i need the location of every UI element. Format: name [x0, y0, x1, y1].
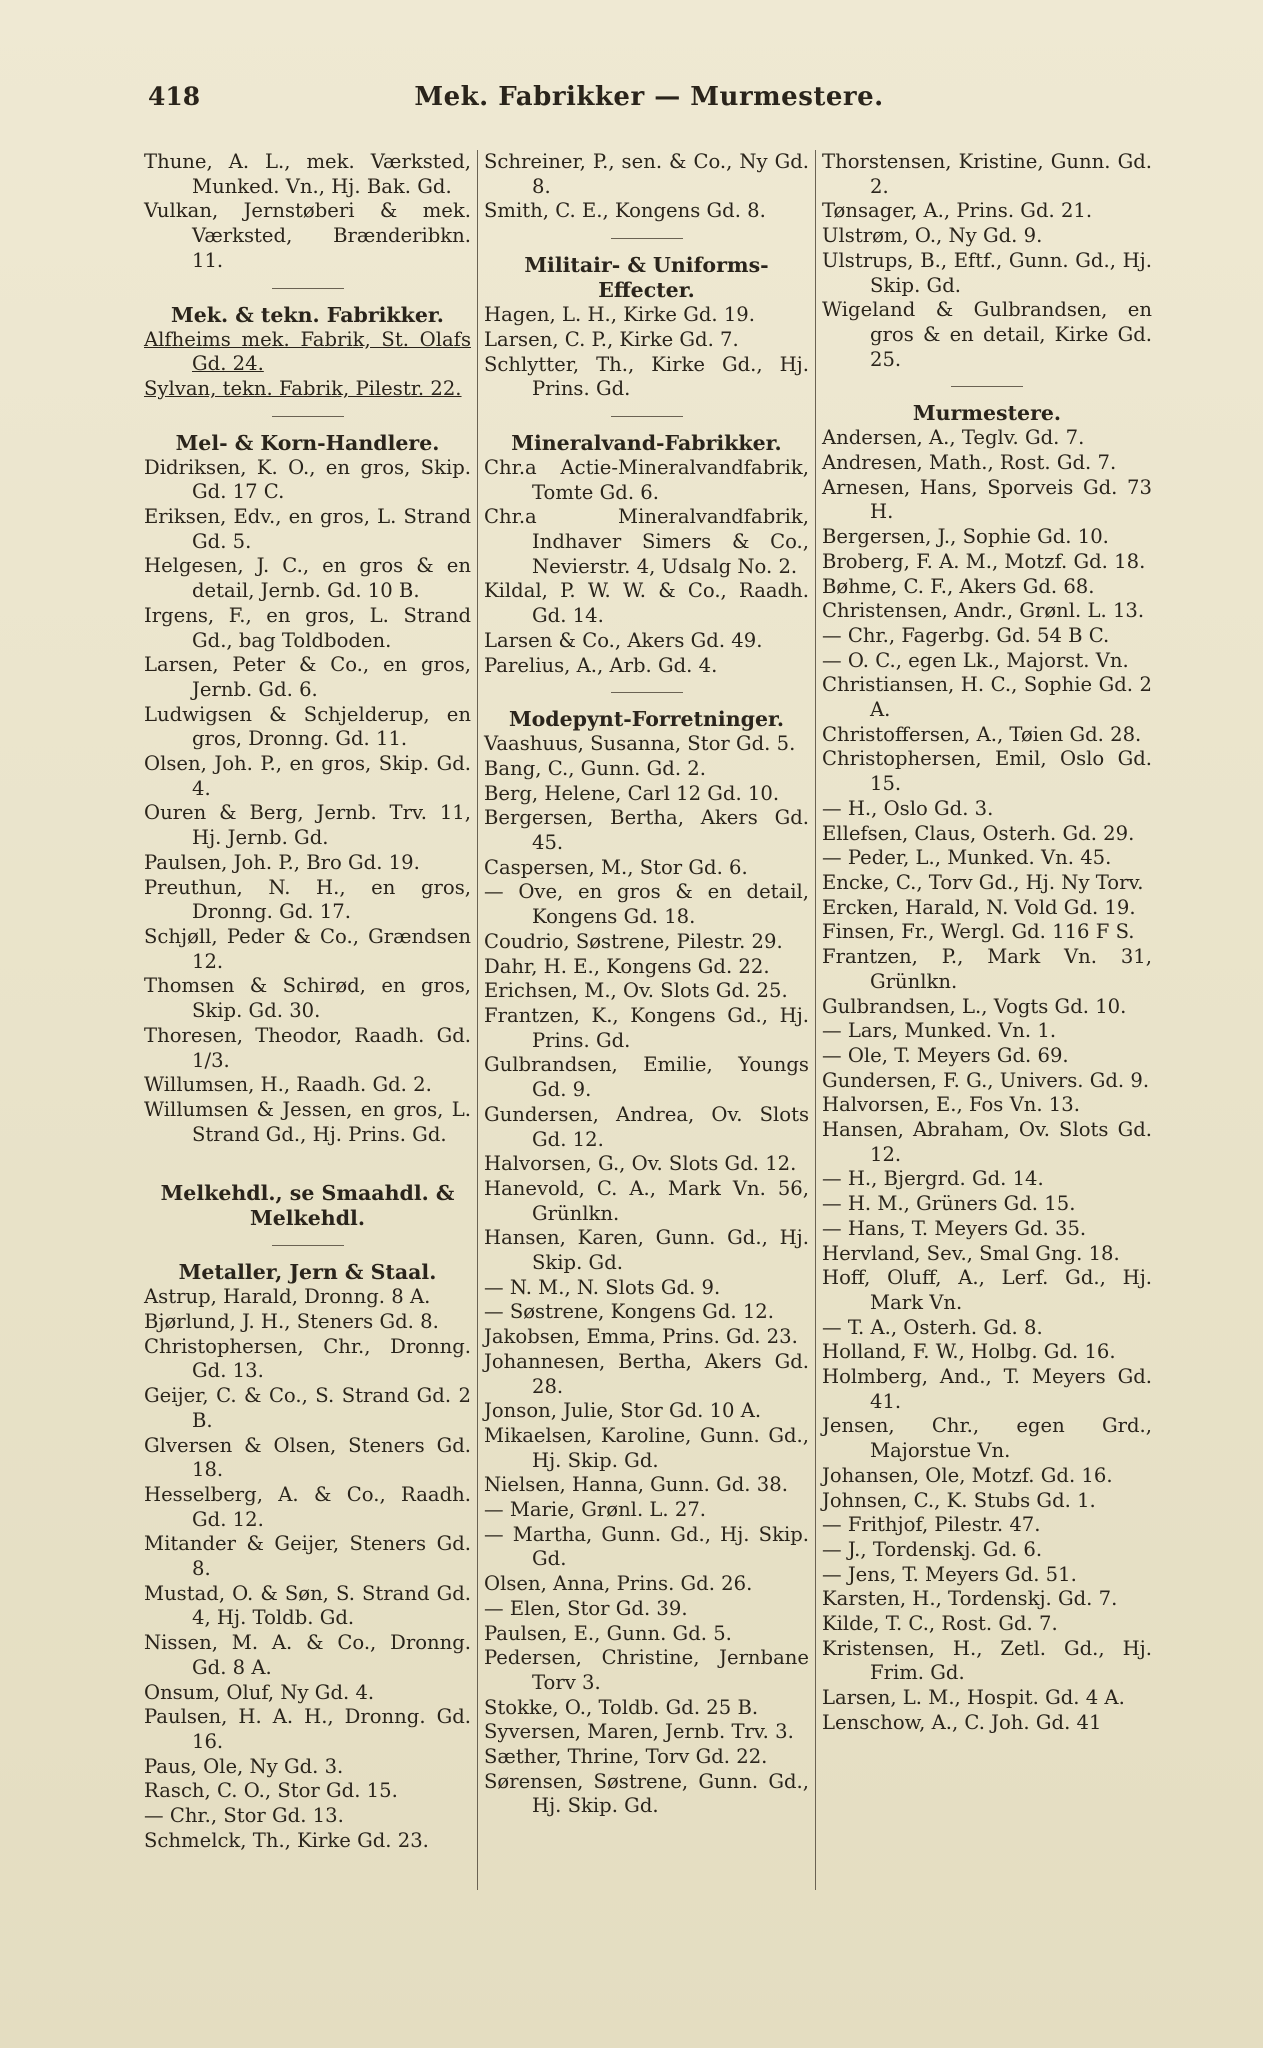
- list-item: — Elen, Stor Gd. 39.: [484, 1596, 688, 1620]
- list-item: Hanevold, C. A., Mark Vn. 56, Grünlkn.: [484, 1176, 809, 1225]
- list-item: Thorstensen, Kristine, Gunn. Gd. 2.: [822, 150, 1152, 198]
- list-item: Karsten, H., Tordenskj. Gd. 7.: [822, 1587, 1118, 1611]
- page-header: [140, 82, 1158, 126]
- list-item: Vaashuus, Susanna, Stor Gd. 5.: [484, 732, 796, 756]
- list-item: Chr.a Actie-Mineralvandfabrik, Tomte Gd. 6.: [484, 455, 809, 504]
- column-3: [816, 150, 1158, 1890]
- list-item: Hesselberg, A. & Co., Raadh. Gd. 12.: [144, 1482, 471, 1531]
- list-item: Willumsen & Jessen, en gros, L. Strand Gd., Hj. Prins. Gd.: [144, 1097, 471, 1146]
- list-item: Paulsen, E., Gunn. Gd. 5.: [484, 1621, 732, 1645]
- list-item: Coudrio, Søstrene, Pilestr. 29.: [484, 929, 783, 953]
- list-item: Tønsager, A., Prins. Gd. 21.: [822, 199, 1093, 223]
- list-item: Geijer, C. & Co., S. Strand Gd. 2 B.: [144, 1384, 471, 1432]
- list-item: Mikaelsen, Karoline, Gunn. Gd., Hj. Skip. Gd.: [484, 1423, 809, 1472]
- list-item: Christophersen, Chr., Dronng. Gd. 13.: [144, 1334, 471, 1383]
- list-item: Paus, Ole, Ny Gd. 3.: [144, 1754, 344, 1778]
- list-item: Halvorsen, G., Ov. Slots Gd. 12.: [484, 1152, 797, 1176]
- list-item: Hansen, Karen, Gunn. Gd., Hj. Skip. Gd.: [484, 1226, 809, 1275]
- list-item: Frantzen, P., Mark Vn. 31, Grünlkn.: [822, 945, 1152, 993]
- list-item: Eriksen, Edv., en gros, L. Strand Gd. 5.: [144, 505, 471, 553]
- list-item: Schreiner, P., sen. & Co., Ny Gd. 8.: [484, 150, 809, 198]
- list-item: Astrup, Harald, Dronng. 8 A.: [144, 1285, 431, 1309]
- list-item: Alfheims mek. Fabrik, St. Olafs Gd. 24.: [144, 327, 471, 376]
- list-item: Willumsen, H., Raadh. Gd. 2.: [144, 1073, 432, 1097]
- list-item: Hansen, Abraham, Ov. Slots Gd. 12.: [822, 1118, 1152, 1166]
- section-heading: Mel- & Korn-Handlere.: [175, 430, 440, 455]
- list-item: Larsen, L. M., Hospit. Gd. 4 A.: [822, 1686, 1125, 1710]
- list-item: Nissen, M. A. & Co., Dronng. Gd. 8 A.: [144, 1631, 471, 1679]
- section-heading: Modepynt-Forretninger.: [508, 707, 785, 732]
- list-item: Gundersen, Andrea, Ov. Slots Gd. 12.: [484, 1102, 809, 1151]
- list-item: Olsen, Anna, Prins. Gd. 26.: [484, 1572, 753, 1596]
- list-item: — Peder, L., Munked. Vn. 45.: [822, 846, 1112, 870]
- list-item: Vulkan, Jernstøberi & mek. Værksted, Brænderibkn. 11.: [144, 199, 471, 272]
- list-item: Dahr, H. E., Kongens Gd. 22.: [484, 954, 770, 978]
- list-item: Paulsen, Joh. P., Bro Gd. 19.: [144, 850, 420, 874]
- list-item: Bergersen, Bertha, Akers Gd. 45.: [484, 806, 809, 855]
- list-item: — Søstrene, Kongens Gd. 12.: [484, 1300, 774, 1324]
- list-item: Pedersen, Christine, Jernbane Torv 3.: [484, 1646, 809, 1694]
- list-item: — O. C., egen Lk., Majorst. Vn.: [822, 648, 1129, 672]
- list-item: — J., Tordenskj. Gd. 6.: [822, 1537, 1043, 1561]
- columns: [140, 150, 1158, 1890]
- list-item: Rasch, C. O., Stor Gd. 15.: [144, 1779, 398, 1803]
- list-item: Ludwigsen & Schjelderup, en gros, Dronng. Gd. 11.: [144, 702, 471, 751]
- list-item: Schlytter, Th., Kirke Gd., Hj. Prins. Gd.: [484, 352, 809, 401]
- list-item: Finsen, Fr., Wergl. Gd. 116 F S.: [822, 920, 1135, 944]
- list-item: Preuthun, N. H., en gros, Dronng. Gd. 17.: [144, 875, 471, 924]
- section-heading: Mek. & tekn. Fabrikker.: [171, 302, 444, 327]
- list-item: Ulstrøm, O., Ny Gd. 9.: [822, 224, 1043, 248]
- list-item: Thoresen, Theodor, Raadh. Gd. 1/3.: [144, 1023, 471, 1072]
- list-item: Sørensen, Søstrene, Gunn. Gd., Hj. Skip. Gd.: [484, 1769, 809, 1818]
- list-item: Berg, Helene, Carl 12 Gd. 10.: [484, 781, 780, 805]
- list-item: Mitander & Geijer, Steners Gd. 8.: [144, 1532, 471, 1581]
- list-item: Sæther, Thrine, Torv Gd. 22.: [484, 1745, 768, 1769]
- list-item: — Chr., Stor Gd. 13.: [144, 1804, 344, 1828]
- list-item: — H. M., Grüners Gd. 15.: [822, 1192, 1076, 1216]
- list-item: Johnsen, C., K. Stubs Gd. 1.: [822, 1488, 1096, 1512]
- column-1: [140, 150, 478, 1890]
- list-item: Wigeland & Gulbrandsen, en gros & en detail, Kirke Gd. 25.: [822, 298, 1152, 371]
- page-title: Mek. Fabrikker — Murmestere.: [414, 82, 884, 112]
- list-item: Ercken, Harald, N. Vold Gd. 19.: [822, 895, 1136, 919]
- list-item: — H., Bjergrd. Gd. 14.: [822, 1167, 1044, 1191]
- list-item: Thomsen & Schirød, en gros, Skip. Gd. 30.: [144, 974, 471, 1023]
- list-item: Jensen, Chr., egen Grd., Majorstue Vn.: [822, 1414, 1152, 1463]
- list-item: Broberg, F. A. M., Motzf. Gd. 18.: [822, 549, 1146, 573]
- list-item: Christiansen, H. C., Sophie Gd. 2 A.: [822, 673, 1152, 722]
- list-item: Halvorsen, E., Fos Vn. 13.: [822, 1093, 1080, 1117]
- column-2: [478, 150, 816, 1890]
- list-item: Sylvan, tekn. Fabrik, Pilestr. 22.: [144, 376, 462, 400]
- list-item: Schjøll, Peder & Co., Grændsen 12.: [144, 924, 471, 973]
- section-heading: Melkehdl., se Smaahdl. & Melkehdl.: [160, 1181, 455, 1231]
- list-item: Chr.a Mineralvandfabrik, Indhaver Simers & Co., Nevierstr. 4, Udsalg No. 2.: [484, 505, 809, 578]
- section-heading: Metaller, Jern & Staal.: [178, 1260, 437, 1285]
- list-item: — Marie, Grønl. L. 27.: [484, 1498, 707, 1522]
- list-item: Lenschow, A., C. Joh. Gd. 41: [822, 1710, 1102, 1734]
- list-item: Nielsen, Hanna, Gunn. Gd. 38.: [484, 1473, 788, 1497]
- list-item: Bjørlund, J. H., Steners Gd. 8.: [144, 1310, 439, 1334]
- list-item: Gundersen, F. G., Univers. Gd. 9.: [822, 1068, 1150, 1092]
- list-item: Larsen & Co., Akers Gd. 49.: [484, 628, 763, 652]
- list-item: Olsen, Joh. P., en gros, Skip. Gd. 4.: [144, 752, 471, 800]
- list-item: Jonson, Julie, Stor Gd. 10 A.: [484, 1399, 762, 1423]
- list-item: Ellefsen, Claus, Osterh. Gd. 29.: [822, 821, 1135, 845]
- list-item: Ouren & Berg, Jernb. Trv. 11, Hj. Jernb. Gd.: [144, 801, 471, 850]
- list-item: Onsum, Oluf, Ny Gd. 4.: [144, 1680, 375, 1704]
- list-item: Smith, C. E., Kongens Gd. 8.: [484, 199, 766, 223]
- list-item: Frantzen, K., Kongens Gd., Hj. Prins. Gd.: [484, 1003, 809, 1052]
- list-item: Thune, A. L., mek. Værksted, Munked. Vn., Hj. Bak. Gd.: [144, 150, 471, 198]
- list-item: — Jens, T. Meyers Gd. 51.: [822, 1562, 1077, 1586]
- list-item: — N. M., N. Slots Gd. 9.: [484, 1275, 721, 1299]
- list-item: Larsen, Peter & Co., en gros, Jernb. Gd. 6.: [144, 653, 471, 701]
- list-item: — Ole, T. Meyers Gd. 69.: [822, 1043, 1069, 1067]
- list-item: Arnesen, Hans, Sporveis Gd. 73 H.: [822, 475, 1152, 524]
- list-item: Mustad, O. & Søn, S. Strand Gd. 4, Hj. Toldb. Gd.: [144, 1581, 471, 1630]
- list-item: Christophersen, Emil, Oslo Gd. 15.: [822, 747, 1152, 796]
- list-item: — Lars, Munked. Vn. 1.: [822, 1019, 1057, 1043]
- list-item: Bang, C., Gunn. Gd. 2.: [484, 756, 706, 780]
- list-item: Helgesen, J. C., en gros & en detail, Jernb. Gd. 10 B.: [144, 554, 471, 603]
- list-item: Hervland, Sev., Smal Gng. 18.: [822, 1241, 1120, 1265]
- list-item: — T. A., Osterh. Gd. 8.: [822, 1315, 1043, 1339]
- list-item: Jakobsen, Emma, Prins. Gd. 23.: [484, 1325, 798, 1349]
- list-item: Kildal, P. W. W. & Co., Raadh. Gd. 14.: [484, 579, 809, 628]
- list-item: — Hans, T. Meyers Gd. 35.: [822, 1216, 1087, 1240]
- list-item: Paulsen, H. A. H., Dronng. Gd. 16.: [144, 1705, 471, 1753]
- list-item: Christensen, Andr., Grønl. L. 13.: [822, 599, 1145, 623]
- list-item: Holland, F. W., Holbg. Gd. 16.: [822, 1340, 1116, 1364]
- list-item: Gulbrandsen, Emilie, Youngs Gd. 9.: [484, 1053, 809, 1102]
- list-item: Bøhme, C. F., Akers Gd. 68.: [822, 574, 1095, 598]
- list-item: Kristensen, H., Zetl. Gd., Hj. Frim. Gd.: [822, 1636, 1152, 1685]
- list-item: Syversen, Maren, Jernb. Trv. 3.: [484, 1720, 794, 1744]
- list-item: Hoff, Oluff, A., Lerf. Gd., Hj. Mark Vn.: [822, 1266, 1152, 1314]
- list-item: Holmberg, And., T. Meyers Gd. 41.: [822, 1365, 1152, 1413]
- section-heading: Militair- & Uniforms-Effecter.: [524, 253, 769, 303]
- list-item: Johansen, Ole, Motzf. Gd. 16.: [822, 1463, 1113, 1487]
- list-item: — H., Oslo Gd. 3.: [822, 796, 994, 820]
- section-heading: Mineralvand-Fabrikker.: [511, 430, 782, 455]
- list-item: Andersen, A., Teglv. Gd. 7.: [822, 426, 1085, 450]
- list-item: Johannesen, Bertha, Akers Gd. 28.: [484, 1349, 809, 1398]
- list-item: Schmelck, Th., Kirke Gd. 23.: [144, 1828, 429, 1852]
- list-item: — Ove, en gros & en detail, Kongens Gd. 18.: [484, 880, 809, 929]
- list-item: Hagen, L. H., Kirke Gd. 19.: [484, 303, 756, 327]
- list-item: — Chr., Fagerbg. Gd. 54 B C.: [822, 623, 1110, 647]
- list-item: Gulbrandsen, L., Vogts Gd. 10.: [822, 994, 1127, 1018]
- list-item: Caspersen, M., Stor Gd. 6.: [484, 855, 748, 879]
- list-item: Andresen, Math., Rost. Gd. 7.: [822, 451, 1117, 475]
- section-heading: Murmestere.: [912, 401, 1062, 426]
- list-item: Kilde, T. C., Rost. Gd. 7.: [822, 1612, 1058, 1636]
- list-item: Parelius, A., Arb. Gd. 4.: [484, 653, 718, 677]
- list-item: — Martha, Gunn. Gd., Hj. Skip. Gd.: [484, 1522, 809, 1571]
- list-item: Encke, C., Torv Gd., Hj. Ny Torv.: [822, 870, 1144, 894]
- list-item: Stokke, O., Toldb. Gd. 25 B.: [484, 1695, 759, 1719]
- list-item: Glversen & Olsen, Steners Gd. 18.: [144, 1433, 471, 1482]
- list-item: Erichsen, M., Ov. Slots Gd. 25.: [484, 979, 788, 1003]
- list-item: Didriksen, K. O., en gros, Skip. Gd. 17 C.: [144, 455, 471, 504]
- page-number: 418: [148, 82, 201, 111]
- list-item: Bergersen, J., Sophie Gd. 10.: [822, 525, 1109, 549]
- list-item: Ulstrups, B., Eftf., Gunn. Gd., Hj. Skip. Gd.: [822, 248, 1152, 297]
- list-item: — Frithjof, Pilestr. 47.: [822, 1513, 1041, 1537]
- list-item: Irgens, F., en gros, L. Strand Gd., bag Toldboden.: [144, 603, 471, 652]
- list-item: Christoffersen, A., Tøien Gd. 28.: [822, 722, 1142, 746]
- list-item: Larsen, C. P., Kirke Gd. 7.: [484, 327, 739, 351]
